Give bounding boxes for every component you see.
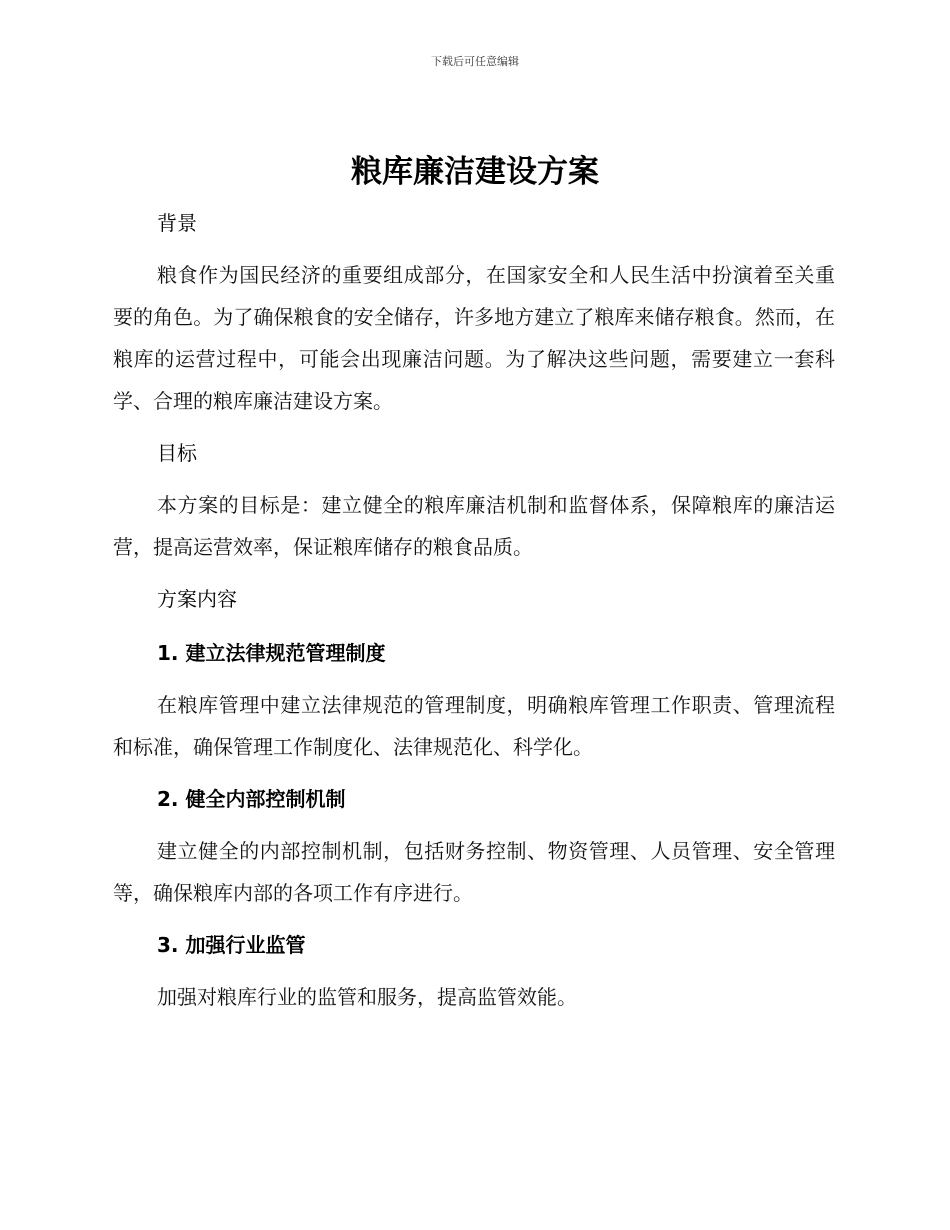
section-heading-background: 背景 <box>157 211 197 235</box>
section-heading-content: 方案内容 <box>157 587 237 611</box>
paragraph-item-3: 加强对粮库行业的监管和服务，提高监管效能。 <box>157 985 577 1009</box>
paragraph-goal: 本方案的目标是：建立健全的粮库廉洁机制和监督体系，保障粮库的廉洁运营，提高运营效率，保证粮库储存的粮食品质。 <box>113 493 835 559</box>
item-heading-2: 2. 健全内部控制机制 <box>157 787 346 811</box>
section-heading-goal: 目标 <box>157 441 197 465</box>
item-heading-1: 1. 建立法律规范管理制度 <box>157 641 386 665</box>
item-heading-3: 3. 加强行业监管 <box>157 933 306 957</box>
paragraph-item-2: 建立健全的内部控制机制，包括财务控制、物资管理、人员管理、安全管理等，确保粮库内部的各项工作有序进行。 <box>113 839 835 905</box>
paragraph-background: 粮食作为国民经济的重要组成部分，在国家安全和人民生活中扮演着至关重要的角色。为了确保粮食的安全储存，许多地方建立了粮库来储存粮食。然而，在粮库的运营过程中，可能会出现廉洁问题。为了解决这些问题，需要建立一套科学、合理的粮库廉洁建设方案。 <box>113 263 835 413</box>
paragraph-item-1: 在粮库管理中建立法律规范的管理制度，明确粮库管理工作职责、管理流程和标准，确保管理工作制度化、法律规范化、科学化。 <box>113 693 835 759</box>
document-body <box>113 202 835 1018</box>
document-title: 粮库廉洁建设方案 <box>351 154 599 190</box>
page-header: 下载后可任意编辑 <box>431 55 519 68</box>
